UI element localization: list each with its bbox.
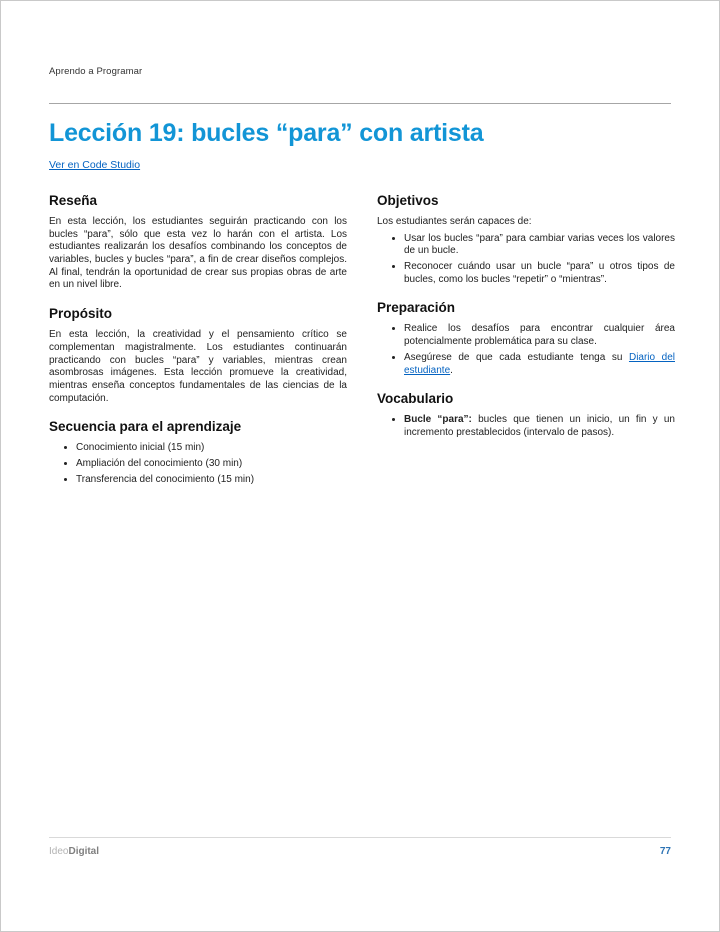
preparacion-item-text-end: . <box>450 364 453 376</box>
objetivos-list-item: • Usar los bucles “para” para cambiar varias veces los valores de un bucle. <box>404 233 675 258</box>
vocabulario-list <box>377 414 675 439</box>
section-heading-objetivos: Objetivos <box>377 193 439 208</box>
lesson-title: Lección 19: bucles “para” con artista <box>49 119 484 147</box>
objetivos-list <box>377 233 675 287</box>
footer-brand <box>49 846 99 857</box>
diario-estudiante-link[interactable]: Diario del estudiante <box>404 351 675 376</box>
objetivos-intro: Los estudiantes serán capaces de: <box>377 216 532 227</box>
secuencia-list-item: • Transferencia del conocimiento (15 min) <box>76 474 347 487</box>
vocabulario-list-item <box>404 414 675 439</box>
section-heading-resena: Reseña <box>49 193 98 208</box>
secuencia-list <box>49 442 347 486</box>
header-divider <box>49 103 671 104</box>
left-column <box>49 179 347 489</box>
document-header <box>49 1 671 104</box>
section-heading-vocabulario: Vocabulario <box>377 391 454 407</box>
two-column-layout <box>49 179 675 489</box>
preparacion-list-item: • Realice los desafíos para encontrar cualquier área potencialmente problemática para su clase. <box>404 323 675 348</box>
document-body <box>49 119 675 489</box>
section-heading-preparacion: Preparación <box>377 300 456 316</box>
vocabulario-term: Bucle “para”: <box>404 414 472 426</box>
secuencia-list-item: • Conocimiento inicial (15 min) <box>76 442 347 455</box>
header-brand: Aprendo a Programar <box>49 66 143 77</box>
secuencia-list-item: • Ampliación del conocimiento (30 min) <box>76 458 347 471</box>
resena-paragraph: En esta lección, los estudiantes seguirán practicando con los bucles “para”, sólo que esta vez lo harán con el artista. Los estudiantes realizarán los desafíos combinando los conceptos de variables, bucles y bucles “para”, a fin de crear diseños complejos. Al final, tendrán la oportunidad de crear sus propias obras de arte en un nivel libre. <box>49 216 347 291</box>
footer-brand-ideo: Ideo <box>49 846 69 857</box>
document-footer <box>49 837 671 857</box>
footer-brand-digital: Digital <box>68 846 100 857</box>
section-heading-secuencia: Secuencia para el aprendizaje <box>49 419 242 435</box>
preparacion-item-text: Asegúrese de que cada estudiante tenga su <box>404 351 629 363</box>
objetivos-list-item: • Reconocer cuándo usar un bucle “para” u otros tipos de bucles, como los bucles “repetir” o “mientras”. <box>404 261 675 286</box>
preparacion-list-item <box>404 352 675 377</box>
proposito-paragraph: En esta lección, la creatividad y el pensamiento crítico se complementan magistralmente. Los estudiantes continuarán practicando con bucles “para” y variables, mientras crean asombrosas imágenes. Esta lección promueve la creatividad, mientras enseña conceptos fundamentales de las ciencias de la computación. <box>49 329 347 404</box>
vocabulario-definition: bucles que tienen un inicio, un fin y un incremento prestablecidos (intervalo de pasos). <box>404 414 675 438</box>
preparacion-list <box>377 323 675 377</box>
page-number: 77 <box>659 846 671 857</box>
section-heading-proposito: Propósito <box>49 306 112 322</box>
right-column <box>377 179 675 489</box>
code-studio-link[interactable]: Ver en Code Studio <box>49 159 141 171</box>
